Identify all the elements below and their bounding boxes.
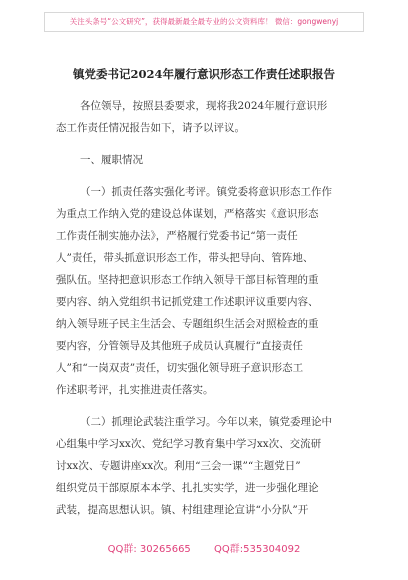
paragraph-line: 作述职考评，扎实推进责任落实。 xyxy=(56,384,214,396)
paragraph-line: 心组集中学习xx次、党纪学习教育集中学习xx次、交流研 xyxy=(56,438,322,450)
paragraph-line: 纳入领导班子民主生活会、专题组织生活会对照检查的重 xyxy=(56,318,319,330)
qq-group-2: QQ群:535304092 xyxy=(214,544,301,555)
section-heading: 一、履职情况 xyxy=(80,154,143,166)
paragraph-line: 要内容，分管领导及其他班子成员认真履行“直接责任 xyxy=(56,340,303,352)
paragraph-line: 各位领导，按照县委要求，现将我2024年履行意识形 xyxy=(80,100,328,112)
paragraph-line: 要内容、纳入党组织书记抓党建工作述职评议重要内容、 xyxy=(56,296,319,308)
paragraph-line: （一）抓责任落实强化考评。镇党委将意识形态工作作 xyxy=(80,186,332,198)
document-title: 镇党委书记2024年履行意识形态工作责任述职报告 xyxy=(72,67,335,81)
paragraph-line: 组织党员干部原原本本学、扎扎实实学，进一步强化理论 xyxy=(56,482,319,494)
paragraph-line: 为重点工作纳入党的建设总体谋划，严格落实《意识形态 xyxy=(56,208,319,220)
paragraph-line: 武装，提高思想认识。镇、村组建理论宣讲“小分队”开 xyxy=(56,504,309,516)
paragraph-line: 讨xx次、专题讲座xx次。利用“三会一课”“主题党日” xyxy=(56,460,301,472)
paragraph-line: 强队伍。坚持把意识形态工作纳入领导干部目标管理的重 xyxy=(56,274,319,286)
qq-group-1: QQ群: 30265665 xyxy=(107,544,191,555)
footer-contact xyxy=(0,540,408,555)
paragraph-line: 工作责任制实施办法》，严格履行党委书记“第一责任 xyxy=(56,230,298,242)
promo-banner: 关注头条号“公文研究”，获得最新最全最专业的公文资料库！ 微信：gongwenyj xyxy=(44,12,364,32)
paragraph-line: 人”和“一岗双责”责任，切实强化领导班子意识形态工 xyxy=(56,362,304,374)
paragraph-line: 态工作责任情况报告如下，请予以评议。 xyxy=(56,122,245,134)
paragraph-line: 人”责任，带头抓意识形态工作，带头把导向、管阵地、 xyxy=(56,252,314,264)
paragraph-line: （二）抓理论武装注重学习。今年以来，镇党委理论中 xyxy=(80,416,332,428)
